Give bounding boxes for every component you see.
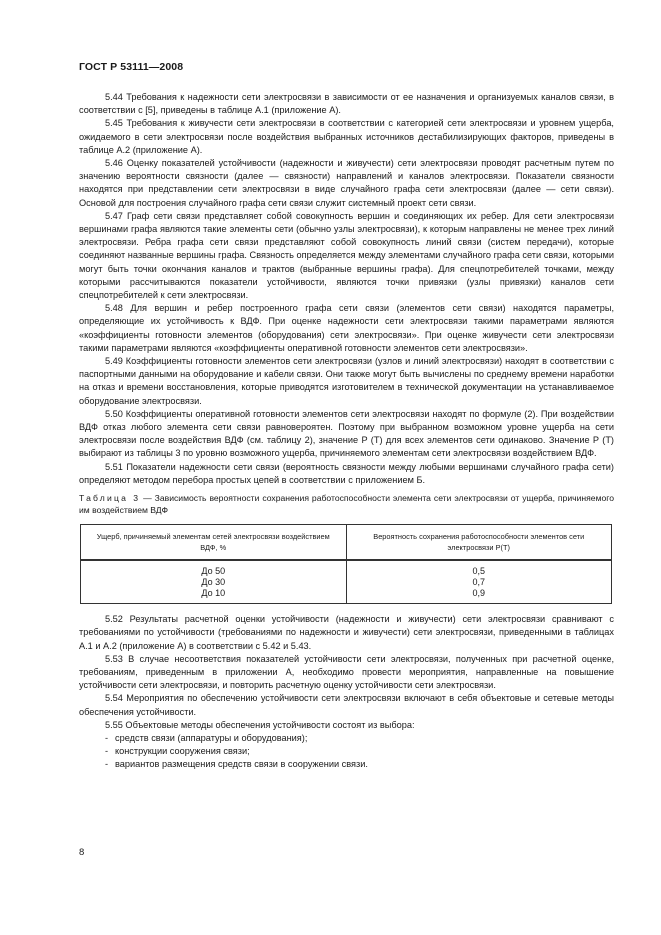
paragraph-5-53: 5.53 В случае несоответствия показателей устойчивости сети электросвязи, полученных при расчетной оценке, требованиям, приведенным в приложении А, необходимо провести мероприятия, направленные на повышение устойчивости сети электросвязи, и повторить расчетную оценку устойчивости сети электросвязи. — [79, 653, 614, 691]
table-header-row — [81, 525, 612, 561]
paragraph-5-54: 5.54 Мероприятия по обеспечению устойчивости сети электросвязи включают в себя объектовые и сетевые методы обеспечения устойчивости. — [79, 693, 614, 717]
paragraph-5-44: 5.44 Требования к надежности сети электросвязи в зависимости от ее назначения и организуемых каналов связи, в соответствии с [5], приведены в таблице А.1 (приложение А). — [79, 92, 614, 116]
paragraph-5-50: 5.50 Коэффициенты оперативной готовности элементов сети электросвязи находят по формуле (2). При воздействии ВДФ отказ любого элемента сети связи равновероятен. Поэтому при выбранном возможном уровне ущерба на сети электросвязи после воздействия ВДФ (см. таблицу 2), значение P (T) для всех элементов сети одинаково. Значение P (T) выбирают из таблицы 3 по уровню возможного ущерба, причиняемого элементам сети электросвязи воздействием ВДФ. — [79, 408, 614, 459]
list-item: - вариантов размещения средств связи в сооружении связи. — [79, 758, 614, 771]
damage-value: До 50 — [201, 566, 226, 577]
list-marker: - — [105, 759, 109, 770]
document-header: ГОСТ Р 53111—2008 — [79, 61, 184, 73]
column-header-probability: Вероятность сохранения работоспособности элементов сети электросвязи P(T) — [346, 525, 612, 561]
paragraph-5-51: 5.51 Показатели надежности сети связи (вероятность связности между любыми вершинами случайного графа сети) определяют методом перебора простых цепей в соответствии с приложением Б. — [79, 461, 614, 485]
table-3 — [80, 524, 612, 604]
paragraph-5-46: 5.46 Оценку показателей устойчивости (надежности и живучести) сети электросвязи проводят расчетным путем по значению вероятности связности (далее — связности) направлений и каналов электросвязи. Показатели связности находятся при представлении сети электросвязи в виде случайного графа сети электросвязи (далее — сети связи). Основой для построения случайного графа сети связи служит системный проект сети связи. — [79, 158, 614, 208]
paragraph-5-52: 5.52 Результаты расчетной оценки устойчивости (надежности и живучести) сети электросвязи сравнивают с требованиями по устойчивости (требованиями по надежности и живучести) сети электросвязи, приведенными в таблицах А.1 и А.2 (приложение А) в соответствии с 5.42 и 5.43. — [79, 614, 614, 651]
probability-cell — [346, 560, 612, 604]
list-item: - средств связи (аппаратуры и оборудования); — [79, 732, 614, 745]
paragraph-5-48: 5.48 Для вершин и ребер построенного графа сети связи (элементов сети связи) находятся параметры, определяющие их устойчивость к ВДФ. При оценке надежности сети электросвязи такими параметрами являются «коэффициенты готовности элементов (оборудования) сети электросвязи». При оценке живучести сети электросвязи такими параметрами являются «коэффициенты оперативной готовности элементов сети электросвязи». — [79, 303, 614, 353]
list-marker: - — [105, 746, 109, 757]
table-3-caption — [79, 492, 614, 516]
probability-value: 0,7 — [472, 577, 485, 588]
paragraph-5-49: 5.49 Коэффициенты готовности элементов сети электросвязи (узлов и линий электросвязи) находят в соответствии с паспортными данными на оборудование и кабели связи. Они также могут быть вычислены по среднему времени наработки на отказ и времени восстановления, которые приводятся изготовителем в технической документации на устанавливаемое оборудование электросвязи. — [79, 356, 614, 406]
table-3-label: Таблица 3 — [79, 493, 141, 504]
list-marker: - — [105, 732, 109, 743]
probability-value: 0,9 — [472, 588, 485, 599]
paragraph-5-47: 5.47 Граф сети связи представляет собой совокупность вершин и соединяющих их ребер. Для сети электросвязи вершинами графа являются такие элементы сети (обычно узлы электросвязи), к которым направлены не менее трех линий электросвязи. Ребра графа сети связи представляют собой совокупность линий связи (систем передачи), которые соединяют названные вершины графа. Связность определяется между элементами случайного графа сети связи, которыми могут быть точки окончания каналов и трактов (выбранные вершины графа). Для спецпотребителей точками, между которыми рассчитываются показатели устойчивости, являются точки привязки (узлы привязки) каналов сети спецпотребителей к сети электросвязи. — [79, 210, 614, 301]
damage-cell — [81, 560, 347, 604]
paragraph-5-45: 5.45 Требования к живучести сети электросвязи в соответствии с категорией сети электросвязи и уровнем ущерба, ожидаемого в сети электросвязи после воздействия выбранных источников дестабилизирующих факторов, приведены в таблице А.2 (приложение А). — [79, 118, 614, 155]
document-body — [79, 91, 614, 772]
page-number: 8 — [79, 847, 85, 858]
damage-value: До 10 — [201, 588, 226, 599]
table-row — [81, 560, 612, 604]
table-3-caption-text: — Зависимость вероятности сохранения работоспособности элемента сети электросвязи от ущерба, причиняемого им воздействием ВДФ — [79, 493, 615, 516]
list-item: - конструкции сооружения связи; — [79, 745, 614, 758]
probability-value: 0,5 — [472, 566, 485, 577]
paragraph-5-55: 5.55 Объектовые методы обеспечения устойчивости состоят из выбора: — [105, 719, 415, 730]
column-header-damage: Ущерб, причиняемый элементам сетей электросвязи воздействием ВДФ, % — [81, 525, 347, 561]
damage-value: До 30 — [201, 577, 226, 588]
